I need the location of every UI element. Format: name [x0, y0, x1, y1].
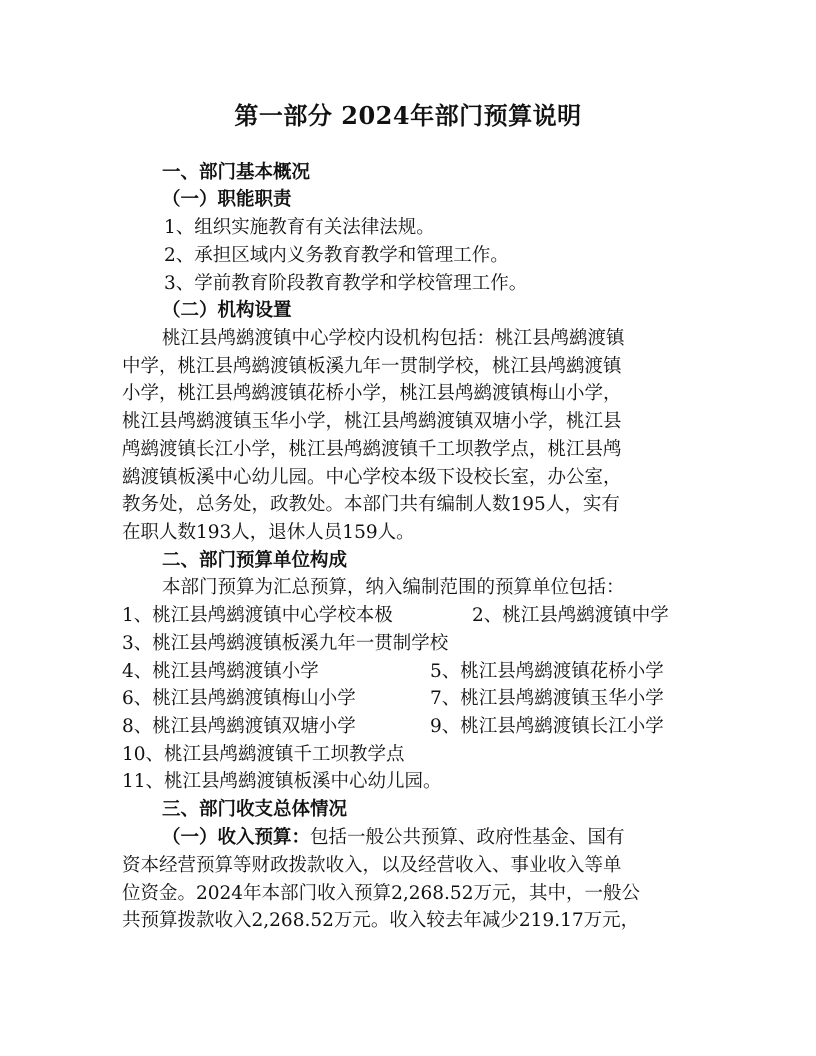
unit-item: 6、桃江县鸬鹚渡镇梅山小学: [122, 688, 356, 709]
duty-item: 1、组织实施教育有关法律法规。: [164, 217, 435, 238]
units-intro: 本部门预算为汇总预算，纳入编制范围的预算单位包括：: [162, 577, 625, 598]
org-paragraph-line: 桃江县鸬鹚渡镇玉华小学，桃江县鸬鹚渡镇双塘小学，桃江县: [122, 411, 622, 432]
section-heading-budget: 三、部门收支总体情况: [162, 799, 348, 820]
income-paragraph-line: 资本经营预算等财政拨款收入，以及经营收入、事业收入等单: [122, 855, 622, 876]
org-paragraph-line: 在职人数193人，退休人员159人。: [122, 522, 415, 543]
unit-item: 10、桃江县鸬鹚渡镇千工坝教学点: [122, 744, 405, 765]
unit-item: 4、桃江县鸬鹚渡镇小学: [122, 661, 319, 682]
org-paragraph-line: 小学，桃江县鸬鹚渡镇花桥小学，桃江县鸬鹚渡镇梅山小学，: [122, 383, 622, 404]
unit-item: 1、桃江县鸬鹚渡镇中心学校本极: [122, 605, 393, 626]
duty-item: 2、承担区域内义务教育教学和管理工作。: [164, 245, 509, 266]
income-paragraph-first-line: [162, 825, 625, 851]
unit-item: 7、桃江县鸬鹚渡镇玉华小学: [430, 688, 664, 709]
income-label: （一）收入预算：: [162, 827, 311, 848]
org-paragraph-line: 教务处，总务处，政教处。本部门共有编制人数195人，实有: [122, 494, 620, 515]
section-heading-overview: 一、部门基本概况: [162, 162, 311, 183]
unit-item: 5、桃江县鸬鹚渡镇花桥小学: [430, 661, 664, 682]
income-paragraph-line: 位资金。2024年本部门收入预算2,268.52万元，其中，一般公: [122, 883, 640, 904]
org-paragraph-line: 鹚渡镇板溪中心幼儿园。中心学校本级下设校长室，办公室，: [122, 467, 622, 488]
org-paragraph-line: 鸬鹚渡镇长江小学，桃江县鸬鹚渡镇千工坝教学点，桃江县鸬: [122, 439, 622, 460]
unit-item: 11、桃江县鸬鹚渡镇板溪中心幼儿园。: [122, 771, 442, 792]
subheading-duties: （一）职能职责: [162, 189, 292, 210]
income-paragraph-line: 共预算拨款收入2,268.52万元。收入较去年减少219.17万元，: [122, 910, 640, 931]
section-heading-units: 二、部门预算单位构成: [162, 550, 348, 571]
org-paragraph-line: 中学，桃江县鸬鹚渡镇板溪九年一贯制学校，桃江县鸬鹚渡镇: [122, 356, 622, 377]
unit-item: 2、桃江县鸬鹚渡镇中学: [472, 605, 669, 626]
unit-item: 8、桃江县鸬鹚渡镇双塘小学: [122, 716, 356, 737]
page-title: 第一部分 2024年部门预算说明: [234, 101, 582, 130]
subheading-organization: （二）机构设置: [162, 300, 292, 321]
unit-item: 3、桃江县鸬鹚渡镇板溪九年一贯制学校: [122, 633, 449, 654]
org-paragraph-line: 桃江县鸬鹚渡镇中心学校内设机构包括：桃江县鸬鹚渡镇: [162, 328, 625, 349]
income-first-text: 包括一般公共预算、政府性基金、国有: [310, 827, 625, 848]
duty-item: 3、学前教育阶段教育教学和学校管理工作。: [164, 273, 528, 294]
unit-item: 9、桃江县鸬鹚渡镇长江小学: [430, 716, 664, 737]
